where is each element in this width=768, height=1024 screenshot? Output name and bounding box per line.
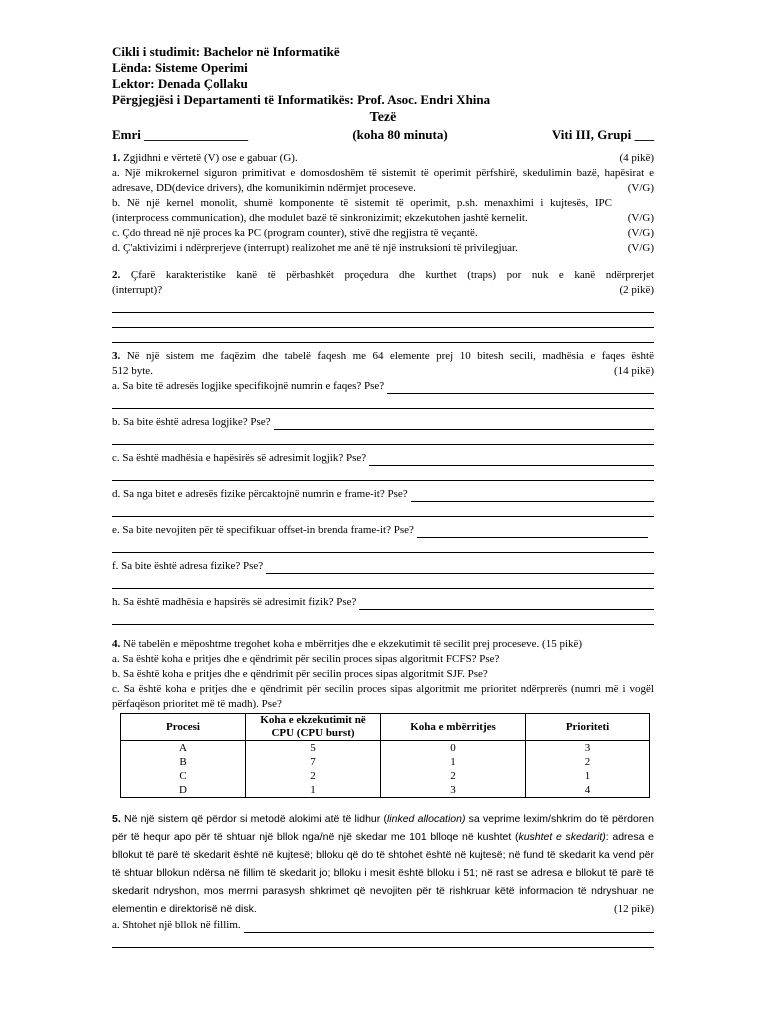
question-3f <box>112 559 654 574</box>
question-4 <box>112 637 654 798</box>
question-5-text-part1: Në një sistem që përdor si metodë alokimi atë të lidhur ( <box>123 813 387 825</box>
table-cell: 3 <box>526 741 650 756</box>
table-cell: 3 <box>381 783 526 798</box>
question-3h-text: h. Sa është madhësia e hapsirës së adresimit fizik? Pse? <box>112 596 357 608</box>
question-3 <box>112 349 654 625</box>
question-3h <box>112 595 654 610</box>
question-2-text2: (interrupt)? <box>112 284 163 296</box>
question-3b-text: b. Sa bite është adresa logjike? Pse? <box>112 416 271 428</box>
answer-line[interactable] <box>112 538 654 553</box>
question-3c-text: c. Sa është madhësia e hapësirës së adresimit logjik? Pse? <box>112 452 367 464</box>
question-3-row2 <box>112 364 654 379</box>
question-4a: a. Sa është koha e pritjes dhe e qëndrimit për secilin proces sipas algoritmit FCFS? Pse? <box>112 653 500 665</box>
table-cell: 1 <box>526 769 650 783</box>
question-4b: b. Sa është koha e pritjes dhe e qëndrimit për secilin proces sipas algoritmit SJF. Pse? <box>112 668 488 680</box>
question-3f-text: f. Sa bite është adresa fizike? Pse? <box>112 560 264 572</box>
question-1d-row <box>112 241 654 256</box>
lecturer: Lektor: Denada Çollaku <box>112 76 248 91</box>
question-5a <box>112 918 654 933</box>
question-1a: a. Një mikrokernel siguron primitivat e domosdoshëm të sistemit të operimit përfshirë, skedulimin bazë, hapësirat e adresave, DD(device drivers), dhe komunikimin ndërmjet proceseve. <box>112 167 654 194</box>
table-header-cpu-burst: Koha e ekzekutimit në CPU (CPU burst) <box>246 714 381 741</box>
table-header-arrival: Koha e mbërritjes <box>381 714 526 741</box>
answer-line[interactable] <box>112 394 654 409</box>
table-cell: C <box>121 769 246 783</box>
process-table <box>120 713 650 798</box>
question-3-text: Në një sistem me faqëzim dhe tabelë faqesh me 64 elemente prej 10 bitesh secili, madhësia e faqes është <box>126 350 654 362</box>
question-3-number: 3. <box>112 350 121 362</box>
answer-line[interactable] <box>112 313 654 328</box>
table-cell: 0 <box>381 741 526 756</box>
answer-line[interactable] <box>266 561 654 574</box>
question-1-header <box>112 151 654 166</box>
answer-line[interactable] <box>112 502 654 517</box>
question-1-number: 1. <box>112 152 121 164</box>
table-row <box>121 741 650 756</box>
answer-line[interactable] <box>112 933 654 948</box>
table-cell: A <box>121 741 246 756</box>
answer-line[interactable] <box>112 430 654 445</box>
question-5 <box>112 810 654 948</box>
table-header-priority: Prioriteti <box>526 714 650 741</box>
table-header-process: Procesi <box>121 714 246 741</box>
answer-line[interactable] <box>369 453 654 466</box>
question-4-text: Në tabelën e mëposhtme tregohet koha e mbërritjes dhe e ekzekutimit të secilit prej proceseve. (15 pikë) <box>123 638 583 650</box>
exam-duration: (koha 80 minuta) <box>352 127 448 142</box>
question-2-text: Çfarë karakteristike kanë të përbashkët proçedura dhe kurthet (traps) por nuk e kanë ndërprerjet <box>130 269 655 281</box>
study-cycle: Cikli i studimit: Bachelor në Informatikë <box>112 44 340 59</box>
table-cell: 2 <box>381 769 526 783</box>
answer-line[interactable] <box>387 381 654 394</box>
answer-line[interactable] <box>112 298 654 313</box>
answer-line[interactable] <box>359 597 654 610</box>
question-3c <box>112 451 654 466</box>
question-2-number: 2. <box>112 269 121 281</box>
question-3a <box>112 379 654 394</box>
course-name: Lënda: Sisteme Operimi <box>112 60 248 75</box>
table-header-row <box>121 714 650 741</box>
student-info-row <box>112 126 654 143</box>
question-1c-row <box>112 226 654 241</box>
question-3-text-row <box>112 349 654 364</box>
table-cell: 1 <box>246 783 381 798</box>
question-5a-text: a. Shtohet një bllok në fillim. <box>112 919 241 931</box>
question-5-emphasis2: kushtet e skedarit) <box>518 831 606 843</box>
question-5-emphasis1: linked allocation) <box>386 813 466 825</box>
answer-line[interactable] <box>274 417 654 430</box>
answer-line[interactable] <box>112 328 654 343</box>
question-3a-text: a. Sa bite të adresës logjike specifikojnë numrin e faqes? Pse? <box>112 380 385 392</box>
question-5-text-part2: sa veprime lexim/shkrim do të përdoren për të hequr apo për të shtuar një bllok nga/në një skedar me 101 blloqe në kushtet ( <box>112 813 654 843</box>
table-cell: 2 <box>526 755 650 769</box>
question-2 <box>112 268 654 343</box>
department-head: Përgjegjësi i Departamenti të Informatikës: Prof. Asoc. Endri Xhina <box>112 92 491 107</box>
question-4-text-row <box>112 637 654 652</box>
question-3e <box>112 523 654 538</box>
question-1 <box>112 151 654 256</box>
question-1d: d. Ç'aktivizimi i ndërprerjeve (interrupt) realizohet me anë të një instruksioni të privilegjuar. <box>112 242 518 254</box>
question-5-number: 5. <box>112 813 121 825</box>
table-cell: 1 <box>381 755 526 769</box>
question-4c: c. Sa është koha e pritjes dhe e qëndrimit për secilin proces sipas algoritmit me prioritet ndërprerës (numri më i vogël përfaqëson prioritet më të madh). Pse? <box>112 683 654 710</box>
question-1c: c. Çdo thread në një proces ka PC (program counter), stivë dhe regjistra të veçantë. <box>112 227 478 239</box>
question-3-text2: 512 byte. <box>112 365 153 377</box>
answer-line[interactable] <box>244 920 654 933</box>
question-5-points: (12 pikë) <box>613 903 654 915</box>
vg-label: (V/G) <box>627 212 654 224</box>
name-field[interactable]: Emri ________________ <box>112 127 249 142</box>
question-1b: b. Në një kernel monolit, shumë komponente të sistemit të operimit, p.sh. menaxhimi i kujtesës, IPC (interprocess communication), dhe modulet bazë të sinkronizimit; ekzekutohen jashtë kernelit. <box>112 197 612 224</box>
question-1-points: (4 pikë) <box>619 152 654 164</box>
question-5-text <box>112 810 654 918</box>
question-1c-answer[interactable]: (V/G) <box>627 227 654 239</box>
question-4-number: 4. <box>112 638 121 650</box>
table-cell: 4 <box>526 783 650 798</box>
question-3-points: (14 pikë) <box>613 365 654 377</box>
vg-label: (V/G) <box>627 182 654 194</box>
answer-line[interactable] <box>411 489 654 502</box>
table-cell: 2 <box>246 769 381 783</box>
answer-line[interactable] <box>112 466 654 481</box>
exam-page <box>112 44 654 948</box>
question-5-text-part3: : adresa e bllokut të parë të skedarit është në kujtesë; blloku që do të shtohet është në kujtesë; në fund të skedarit ka vend për të shtuar bllokun ndërsa në fillim të skedarit jo; blloku i mesit është blloku i 51; në rast se adresa e bllokut të parë të skedarit ndryshon, mos merrni parasysh shkrimet që nevojiten për të rishkruar këtë informacion të ndryshuar ne elementin e direktorisë në disk. <box>112 831 654 915</box>
table-row <box>121 769 650 783</box>
table-cell: B <box>121 755 246 769</box>
table-cell: 7 <box>246 755 381 769</box>
question-1d-answer[interactable]: (V/G) <box>627 242 654 254</box>
table-row <box>121 783 650 798</box>
question-1-text: Zgjidhni e vërtetë (V) ose e gabuar (G). <box>123 152 298 164</box>
question-3b <box>112 415 654 430</box>
answer-line[interactable] <box>112 574 654 589</box>
table-row <box>121 755 650 769</box>
exam-title: Tezë <box>369 110 397 125</box>
question-2-row2 <box>112 283 654 298</box>
year-group-field[interactable]: Viti III, Grupi ___ <box>551 127 654 142</box>
table-cell: 5 <box>246 741 381 756</box>
question-3d <box>112 487 654 502</box>
table-cell: D <box>121 783 246 798</box>
question-3e-text: e. Sa bite nevojiten për të specifikuar offset-in brenda frame-it? Pse? <box>112 524 414 536</box>
question-3d-text: d. Sa nga bitet e adresës fizike përcaktojnë numrin e frame-it? Pse? <box>112 488 408 500</box>
answer-line[interactable] <box>417 525 648 538</box>
question-2-text-row <box>112 268 654 283</box>
question-2-points: (2 pikë) <box>619 284 654 296</box>
answer-line[interactable] <box>112 610 654 625</box>
